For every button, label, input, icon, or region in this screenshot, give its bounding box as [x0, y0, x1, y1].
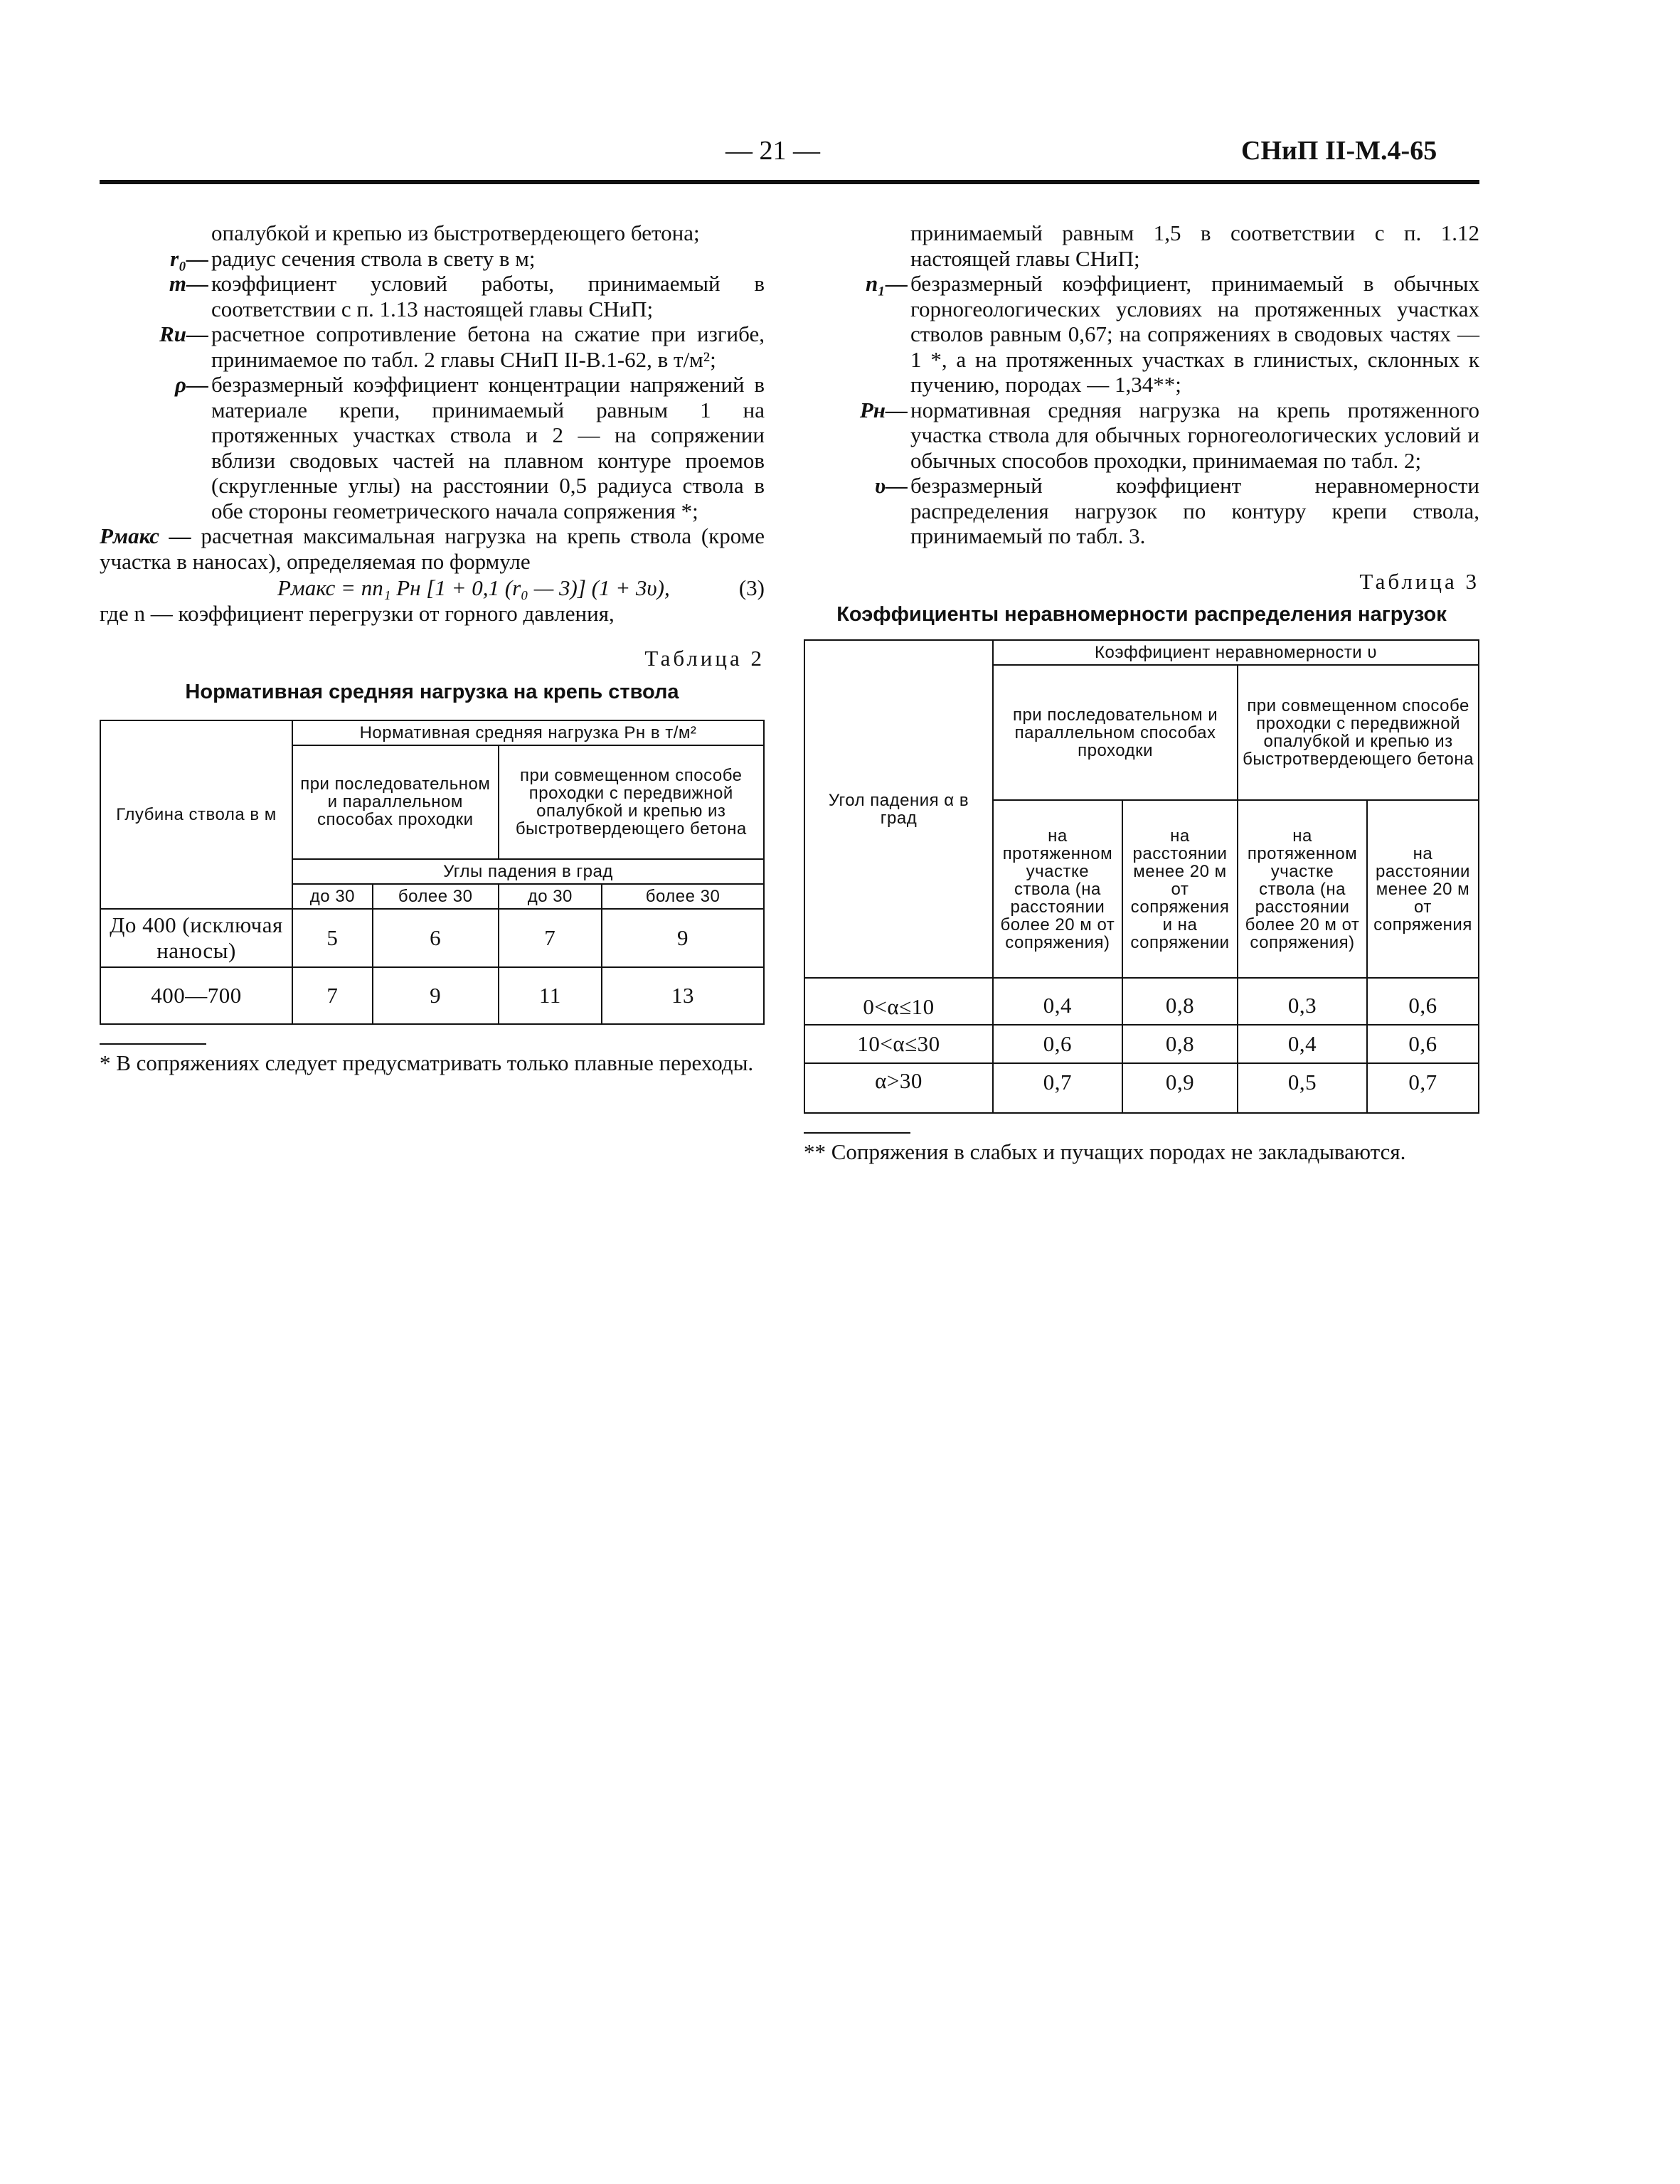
- table-cell: 0,8: [1122, 978, 1238, 1025]
- table-header-angle: Угол падения α в град: [804, 640, 993, 978]
- definition-symbol: n₁—: [865, 271, 908, 296]
- table-row: [100, 967, 764, 1024]
- definition-rho: [100, 372, 765, 523]
- table-row-label: 10<α≤30: [804, 1025, 993, 1063]
- definition-text: безразмерный коэффициент концентрации напряжений в материале крепи, принимаемый равным 1 на протяженных участках ствола и 2 — на сопряжении вблизи сводовых частей на плавном контуре проемов (скругленные углы) на расстоянии 0,5 радиуса ствола в обе стороны геометрического начала сопряжения *;: [211, 372, 765, 523]
- table-2-caption: Таблица 2: [644, 646, 765, 671]
- definition-text: коэффициент условий работы, принимаемый в соответствии с п. 1.13 настоящей главы СНиП;: [211, 271, 765, 321]
- table-cell: 7: [499, 909, 602, 967]
- table-row: [100, 909, 764, 967]
- definition-symbol: m—: [169, 271, 208, 296]
- table-header-coefficient: Коэффициент неравномерности υ: [993, 640, 1479, 665]
- table-subheader: на протяженном участке ствола (на расстоянии более 20 м от сопряжения): [993, 800, 1122, 978]
- table-2-title: Нормативная средняя нагрузка на крепь ствола: [185, 680, 679, 703]
- table-subheader: на расстоянии менее 20 м от сопряжения и на сопряжении: [1122, 800, 1238, 978]
- definition-upsilon: [804, 473, 1479, 549]
- left-column: [100, 220, 765, 1075]
- definition-pn: [804, 398, 1479, 474]
- definition-n1: [804, 271, 1479, 398]
- table-cell: 9: [373, 967, 499, 1024]
- table-subheader: более 30: [602, 884, 764, 909]
- table-cell: 9: [602, 909, 764, 967]
- table-cell: 0,5: [1238, 1063, 1367, 1113]
- table-3-title: Коэффициенты неравномерности распределения нагрузок: [836, 603, 1447, 626]
- table-2: [100, 720, 765, 1025]
- table-header-load: Нормативная средняя нагрузка Pн в т/м²: [292, 720, 764, 745]
- table-cell: 13: [602, 967, 764, 1024]
- page-number: — 21 —: [725, 136, 820, 166]
- table-header-sequential: при последовательном и параллельном способах проходки: [993, 665, 1238, 800]
- footnote-rule: [100, 1043, 206, 1045]
- formula-3: [100, 575, 765, 601]
- right-column: [804, 220, 1479, 1165]
- table-header-combined: при совмещенном способе проходки с передвижной опалубкой и крепью из быстротвердеющего бетона: [1238, 665, 1479, 800]
- table-cell: 5: [292, 909, 373, 967]
- table-row: [804, 1063, 1479, 1113]
- table-row: [804, 978, 1479, 1025]
- table-header-combined: при совмещенном способе проходки с передвижной опалубкой и крепью из быстротвердеющего бетона: [499, 745, 764, 859]
- footnote-left: * В сопряжениях следует предусматривать только плавные переходы.: [100, 1050, 754, 1075]
- table-header-sequential: при последовательном и параллельном способах проходки: [292, 745, 499, 859]
- definition-symbol: Pн—: [859, 397, 908, 422]
- pmax-text: расчетная максимальная нагрузка на крепь ствола (кроме участка в наносах), определяемая по формуле: [100, 523, 765, 574]
- definition-m: [100, 271, 765, 321]
- table-header-depth: Глубина ствола в м: [100, 720, 292, 909]
- table-subheader: на расстоянии менее 20 м от сопряжения: [1367, 800, 1479, 978]
- table-cell: 0,7: [1367, 1063, 1479, 1113]
- table-header-angles: Углы падения в град: [292, 859, 764, 884]
- header-rule: [100, 180, 1479, 184]
- table-row-label: До 400 (исключая наносы): [100, 909, 292, 967]
- definition-text: радиус сечения ствола в свету в м;: [211, 245, 536, 271]
- table-cell: 0,9: [1122, 1063, 1238, 1113]
- document-code: СНиП II-М.4-65: [1241, 136, 1437, 166]
- definition-r0: [100, 246, 765, 272]
- definition-text: безразмерный коэффициент, принимаемый в обычных горногеологических условиях на протяженных участках стволов равным 0,67; на сопряжениях в сводовых частях — 1 *, а на протяженных участках в глинистых, склонных к пучению, породах — 1,34**;: [910, 271, 1479, 397]
- table-3: [804, 639, 1479, 1114]
- pmax-definition: [100, 523, 765, 574]
- footnote-right: ** Сопряжения в слабых и пучащих породах не закладываются.: [804, 1139, 1406, 1164]
- where-text: где n — коэффициент перегрузки от горного давления,: [100, 600, 615, 626]
- table-cell: 0,4: [1238, 1025, 1367, 1063]
- table-subheader: до 30: [499, 884, 602, 909]
- formula-number: (3): [738, 575, 765, 600]
- table-3-caption: Таблица 3: [1359, 568, 1479, 594]
- definition-ri: [100, 321, 765, 372]
- footnote-rule: [804, 1132, 910, 1134]
- left-intro-text: опалубкой и крепью из быстротвердеющего бетона;: [211, 220, 700, 245]
- table-subheader: более 30: [373, 884, 499, 909]
- definition-symbol: r₀—: [170, 245, 208, 271]
- table-row: [804, 1025, 1479, 1063]
- table-cell: 7: [292, 967, 373, 1024]
- table-cell: 0,3: [1238, 978, 1367, 1025]
- table-subheader: до 30: [292, 884, 373, 909]
- formula-expression: Pмакс = nn₁ Pн [1 + 0,1 (r₀ — 3)] (1 + 3υ),: [277, 575, 670, 600]
- table-cell: 0,8: [1122, 1025, 1238, 1063]
- definition-symbol: υ—: [874, 473, 908, 498]
- table-row-label: 0<α≤10: [804, 978, 993, 1025]
- table-subheader: на протяженном участке ствола (на расстоянии более 20 м от сопряжения): [1238, 800, 1367, 978]
- table-cell: 11: [499, 967, 602, 1024]
- table-cell: 0,7: [993, 1063, 1122, 1113]
- definition-symbol: ρ—: [175, 372, 208, 397]
- definition-text: расчетное сопротивление бетона на сжатие при изгибе, принимаемое по табл. 2 главы СНиП II-В.1-62, в т/м²;: [211, 321, 765, 372]
- right-intro-text: принимаемый равным 1,5 в соответствии с п. 1.12 настоящей главы СНиП;: [910, 220, 1479, 271]
- table-row-label: 400—700: [100, 967, 292, 1024]
- definition-symbol: Rи—: [159, 321, 208, 346]
- table-cell: 0,6: [993, 1025, 1122, 1063]
- table-cell: 0,6: [1367, 1025, 1479, 1063]
- table-cell: 0,4: [993, 978, 1122, 1025]
- definition-text: безразмерный коэффициент неравномерности распределения нагрузок по контуру крепи ствола, принимаемый по табл. 3.: [910, 473, 1479, 548]
- table-cell: 6: [373, 909, 499, 967]
- definition-text: нормативная средняя нагрузка на крепь протяженного участка ствола для обычных горногеологических условий и обычных способов проходки, принимаемая по табл. 2;: [910, 397, 1479, 473]
- table-row-label: α>30: [804, 1063, 993, 1113]
- pmax-symbol: Pмакс —: [100, 523, 191, 548]
- table-cell: 0,6: [1367, 978, 1479, 1025]
